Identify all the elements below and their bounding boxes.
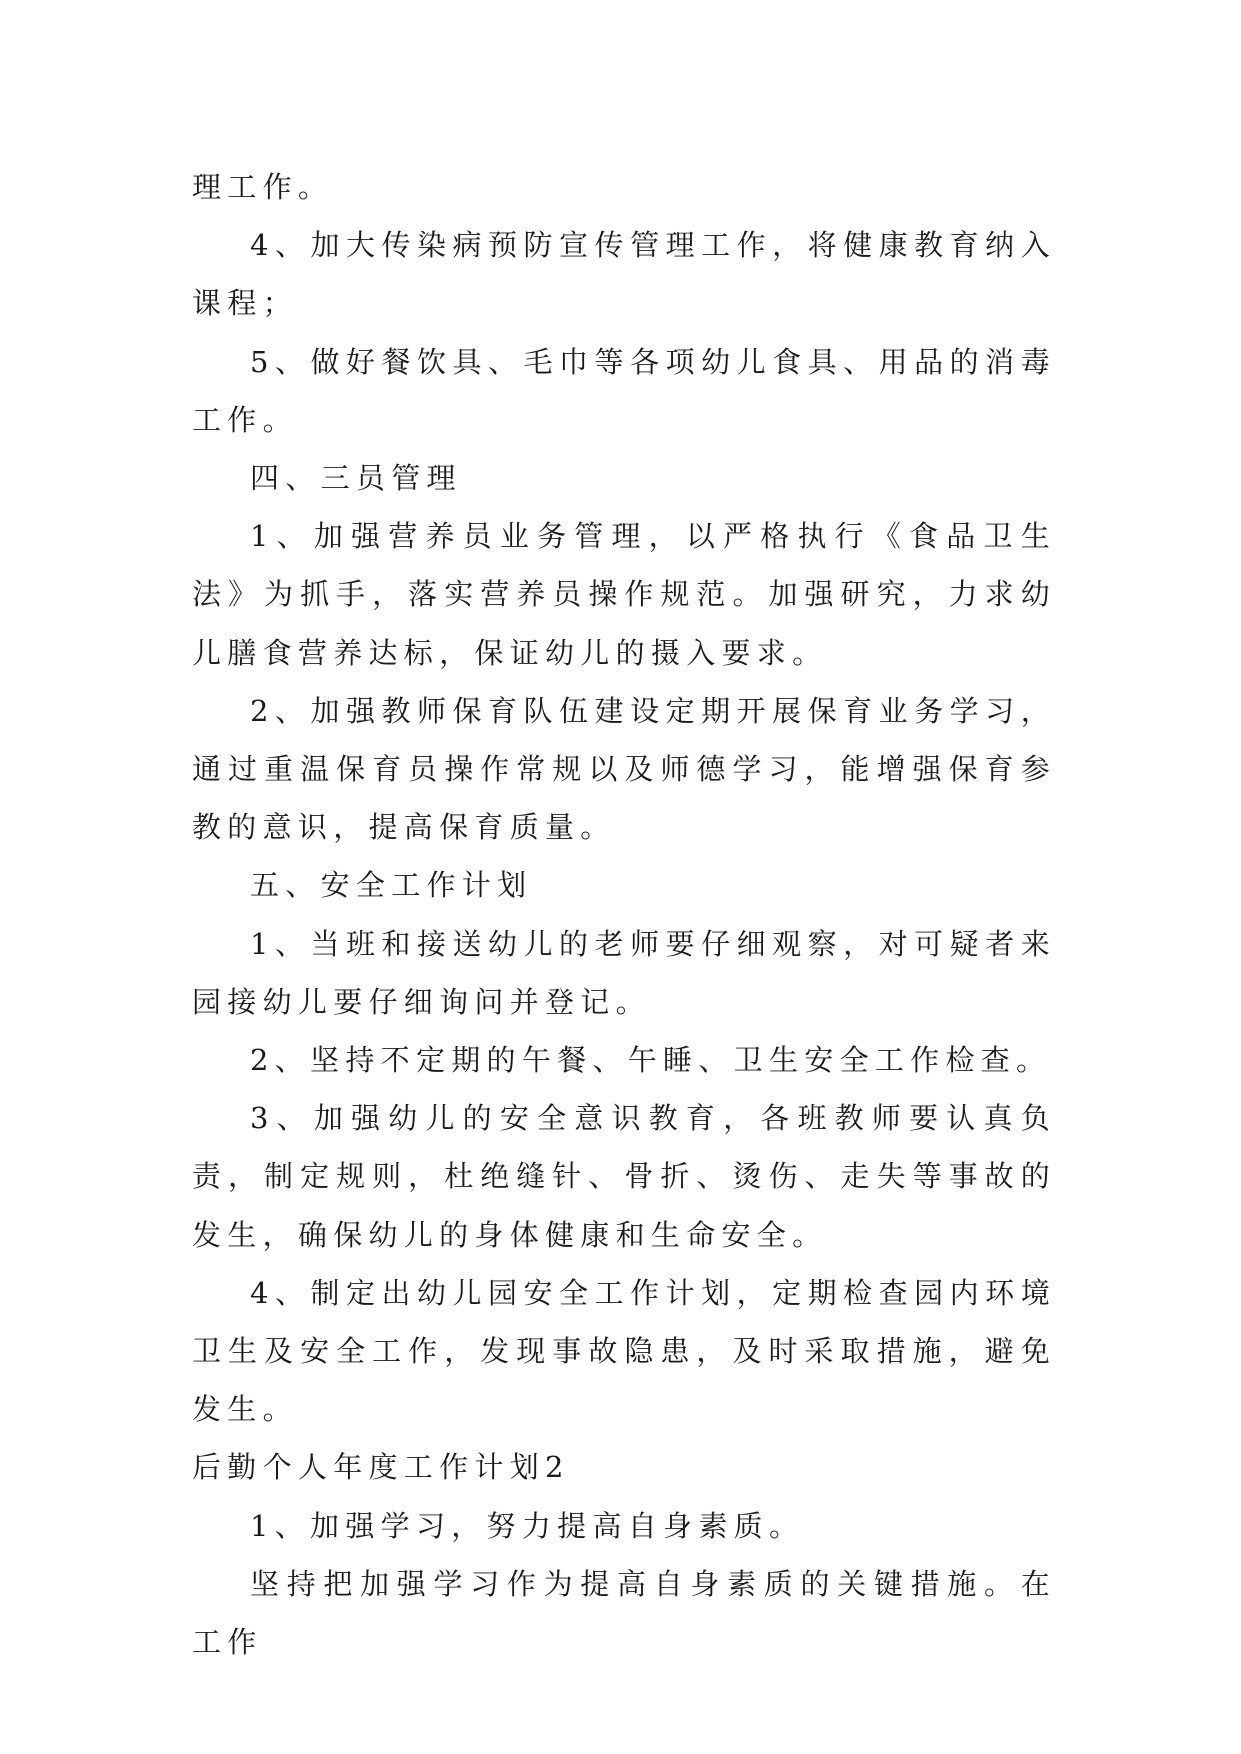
paragraph-continuation: 理工作。: [192, 170, 334, 204]
section-heading-safety-plan: 五、安全工作计划: [250, 868, 533, 903]
paragraph-study-measures: 坚持把加强学习作为提高自身素质的关键措施。在工作: [192, 1566, 1056, 1660]
section-heading-staff-management: 四、三员管理: [250, 461, 462, 496]
list-item-1-pickup-observation: 1、当班和接送幼儿的老师要仔细观察，对可疑者来园接幼儿要仔细询问并登记。: [192, 926, 1056, 1019]
list-item-1-nutritionist: 1、加强营养员业务管理，以严格执行《食品卫生法》为抓手，落实营养员操作规范。加强研究，力求幼儿膳食营养达标，保证幼儿的摄入要求。: [192, 519, 1056, 670]
list-item-1-strengthen-study: 1、加强学习，努力提高自身素质。: [250, 1508, 805, 1543]
document-title-plan-2: 后勤个人年度工作计划2: [192, 1450, 570, 1485]
list-item-2-childcare-team: 2、加强教师保育队伍建设定期开展保育业务学习，通过重温保育员操作常规以及师德学习，能增强保育参教的意识，提高保育质量。: [192, 693, 1056, 845]
list-item-4-disease-prevention: 4、加大传染病预防宣传管理工作，将健康教育纳入课程；: [192, 228, 1056, 321]
list-item-2-safety-inspection: 2、坚持不定期的午餐、午睡、卫生安全工作检查。: [250, 1043, 1052, 1078]
list-item-5-disinfection: 5、做好餐饮具、毛巾等各项幼儿食具、用品的消毒工作。: [192, 344, 1056, 437]
document-body: [192, 158, 1056, 1671]
list-item-4-safety-work-plan: 4、制定出幼儿园安全工作计划，定期检查园内环境卫生及安全工作，发现事故隐患，及时采取措施，避免发生。: [192, 1275, 1056, 1427]
list-item-3-safety-education: 3、加强幼儿的安全意识教育，各班教师要认真负责，制定规则，杜绝缝针、骨折、烫伤、走失等事故的发生，确保幼儿的身体健康和生命安全。: [192, 1101, 1056, 1252]
